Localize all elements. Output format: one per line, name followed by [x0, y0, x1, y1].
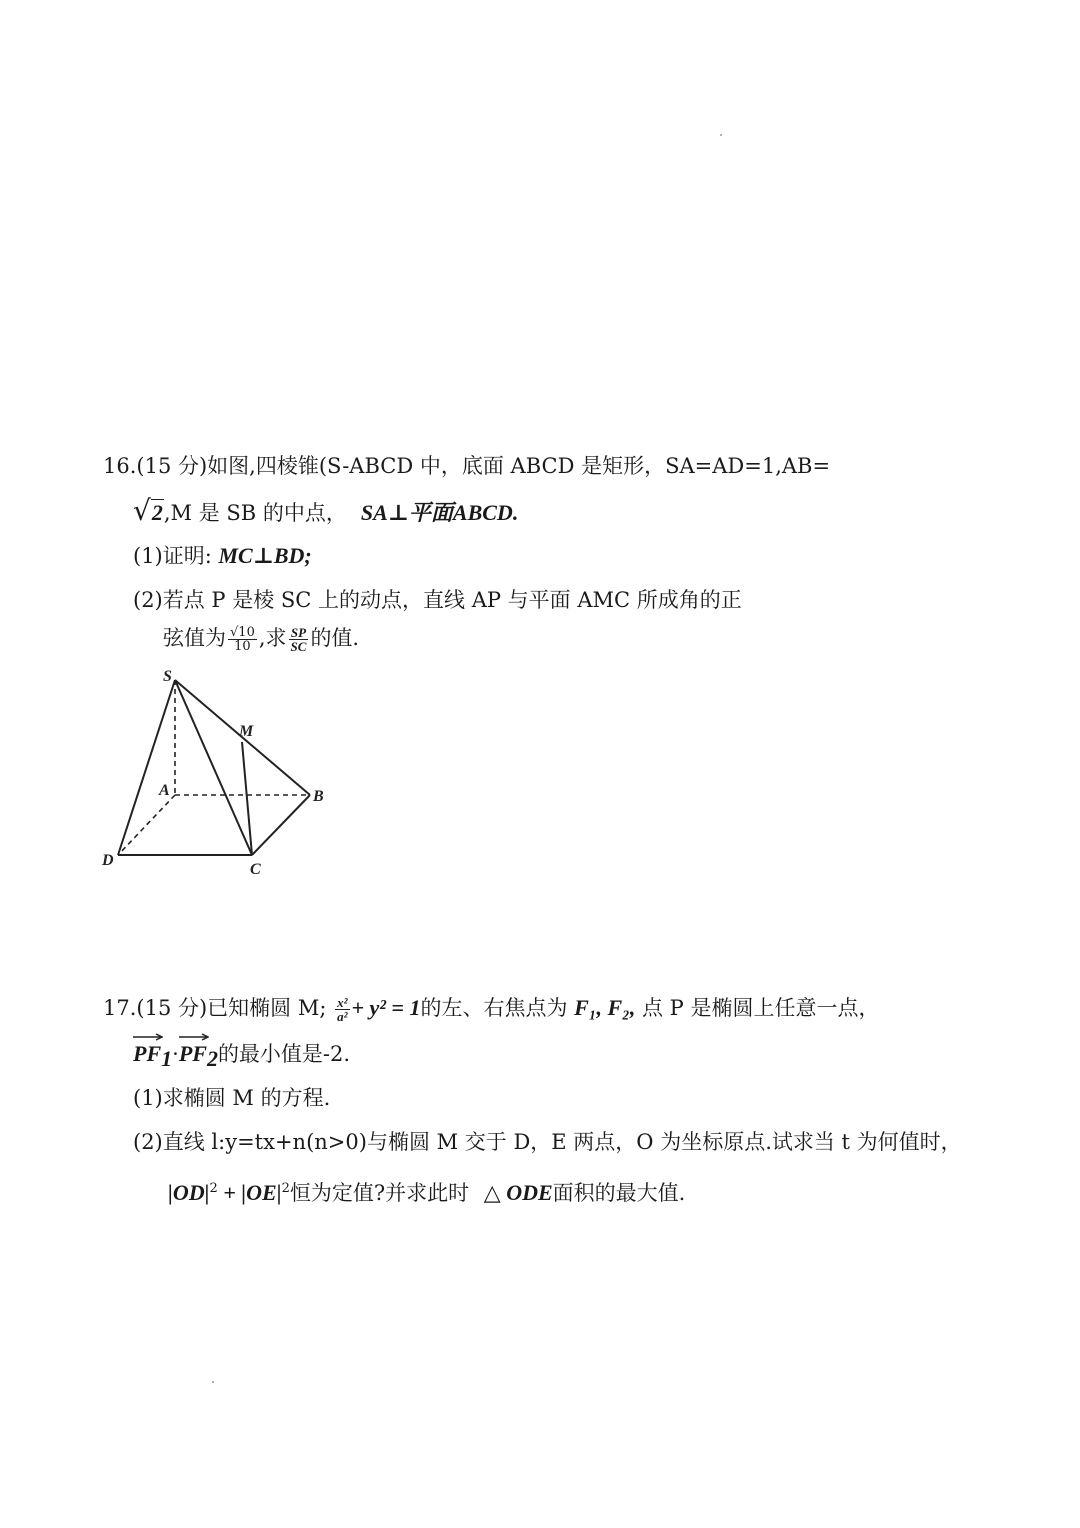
q17-part2-line2: $|OD|^2 + |OE|^2$恒为定值?并求此时 △ ODE面积的最大值.: [168, 1180, 686, 1205]
scan-speck: [212, 1381, 214, 1383]
q16-line2: √2,M 是 SB 的中点， SA⊥平面ABCD.: [133, 494, 519, 527]
label-A: A: [159, 782, 170, 799]
q16-line1: 16.(15 分)如图,四棱锥(S-ABCD 中，底面 ABCD 是矩形，SA=AD=1,AB=: [103, 454, 831, 478]
q17-part2-line1: (2)直线 l:y=tx+n(n>0)与椭圆 M 交于 D，E 两点，O 为坐标原点.试求当 t 为何值时，: [133, 1130, 962, 1154]
edge-SC: [175, 680, 252, 855]
edge-SD: [118, 680, 175, 855]
label-B: B: [313, 788, 324, 805]
sqrt-2: √2: [133, 494, 163, 527]
q16-part2-line1: (2)若点 P 是棱 SC 上的动点，直线 AP 与平面 AMC 所成角的正: [133, 588, 742, 612]
fraction-x2-over-a2: $\frac{\text{x²}}{\text{a²}}$: [337, 995, 348, 1024]
label-D: D: [102, 852, 114, 869]
label-C: C: [250, 861, 261, 878]
fraction-sp-over-sc: $\frac{SP}{SC}$: [290, 625, 307, 654]
q16-part1: (1)证明: MC⊥BD;: [133, 543, 312, 568]
pyramid-figure: [90, 664, 340, 884]
label-M: M: [239, 723, 254, 740]
q17-part1: (1)求椭圆 M 的方程.: [133, 1086, 331, 1110]
q17-line2: $PF_1\cdot$ $PF_2$的最小值是-2.: [133, 1040, 350, 1073]
edge-AD-hidden: [118, 795, 175, 855]
vector-PF1: PF: [133, 1040, 161, 1068]
vector-PF2: PF: [179, 1040, 207, 1068]
vector-arrow-icon: [133, 1033, 163, 1041]
label-S: S: [163, 668, 172, 685]
q17-line1: 17.(15 分)已知椭圆 M; $\frac{\text{x²}}{\text{a²}}$ + y² = 1的左、右焦点为 F₁, F₂, 点 P 是椭圆上任意一点，: [103, 995, 880, 1024]
scan-speck: [720, 134, 722, 136]
edge-CB: [252, 795, 310, 855]
vector-arrow-icon: [179, 1033, 209, 1041]
q16-part2-line2: 弦值为 $\frac{√10}{10}$ ,求 $\frac{SP}{SC}$ 的值.: [163, 625, 360, 654]
fraction-sqrt10-over-10: $\frac{√10}{10}$: [230, 625, 255, 654]
